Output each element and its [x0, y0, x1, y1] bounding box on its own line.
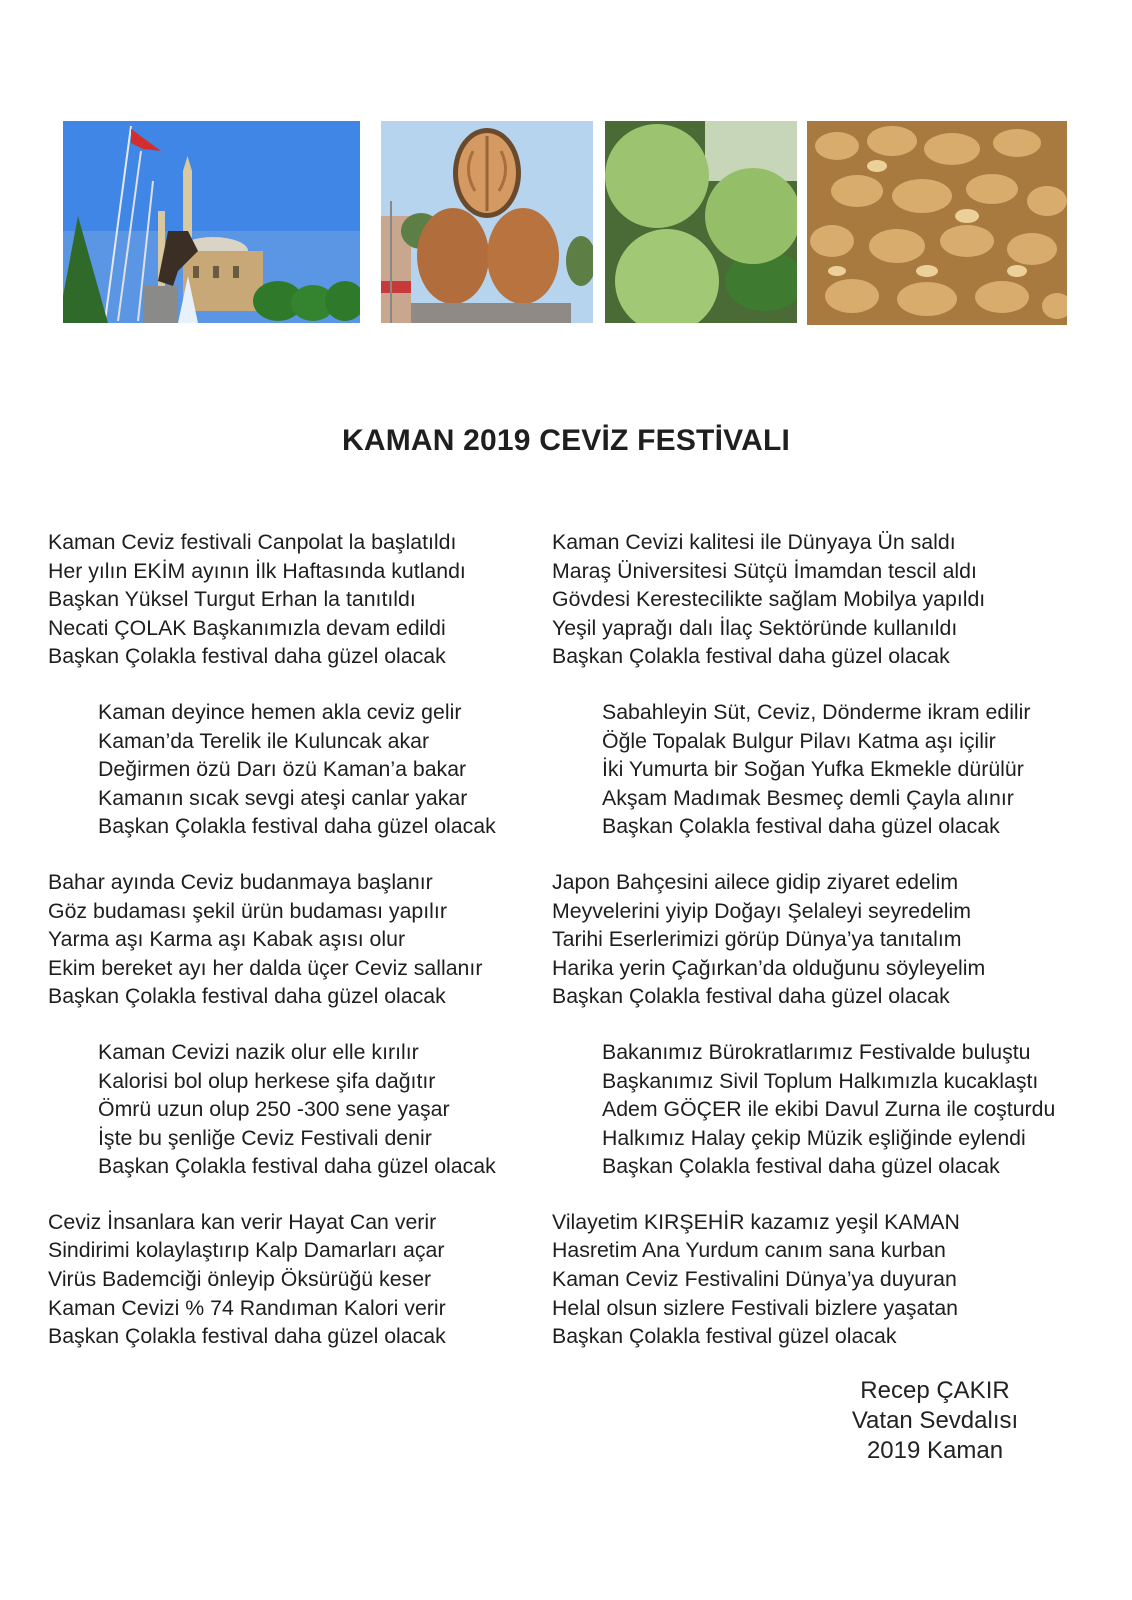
poem-line: Kaman Cevizi % 74 Randıman Kalori verir — [48, 1295, 446, 1320]
poem-line: Ömrü uzun olup 250 -300 sene yaşar — [98, 1097, 450, 1122]
stanza — [552, 528, 1122, 671]
poem-line: Japon Bahçesini ailece gidip ziyaret edelim — [552, 869, 959, 894]
poem-line: Vilayetim KIRŞEHİR kazamız yeşil KAMAN — [552, 1209, 960, 1234]
poem-line: Sindirimi kolaylaştırıp Kalp Damarları açar — [48, 1238, 445, 1263]
poem-line: Başkan Çolakla festival daha güzel olacak — [98, 814, 496, 839]
poem-line: Başkan Çolakla festival daha güzel olacak — [602, 814, 1000, 839]
poem-line: Öğle Topalak Bulgur Pilavı Katma aşı içilir — [602, 728, 996, 753]
poem-line: Kalorisi bol olup herkese şifa dağıtır — [98, 1068, 436, 1093]
stanza — [48, 698, 538, 841]
poem-line: Göz budaması şekil ürün budaması yapılır — [48, 898, 447, 923]
poem-line: Başkan Çolakla festival daha güzel olacak — [552, 984, 950, 1009]
poem-line: Başkanımız Sivil Toplum Halkımızla kucaklaştı — [602, 1068, 1039, 1093]
poem-line: Harika yerin Çağırkan’da olduğunu söyleyelim — [552, 955, 986, 980]
poem-line: Başkan Çolakla festival daha güzel olacak — [552, 644, 950, 669]
poem-line: Hasretim Ana Yurdum canım sana kurban — [552, 1238, 946, 1263]
stanza — [48, 1208, 538, 1351]
poem-line: Her yılın EKİM ayının İlk Haftasında kutlandı — [48, 558, 466, 583]
poem-line: Bahar ayında Ceviz budanmaya başlanır — [48, 869, 433, 894]
stanza — [48, 868, 538, 1011]
poem-line: Başkan Çolakla festival daha güzel olacak — [48, 984, 446, 1009]
poem-line: Necati ÇOLAK Başkanımızla devam edildi — [48, 615, 446, 640]
poem-line: Kaman Ceviz Festivalini Dünya’ya duyuran — [552, 1267, 957, 1292]
poem-line: Başkan Çolakla festival daha güzel olacak — [48, 644, 446, 669]
poem-line: Sabahleyin Süt, Ceviz, Dönderme ikram edilir — [602, 699, 1031, 724]
poem-line: İşte bu şenliğe Ceviz Festivali denir — [98, 1125, 432, 1150]
poem-line: Halkımız Halay çekip Müzik eşliğinde eylendi — [602, 1125, 1026, 1150]
poem-line: Adem GÖÇER ile ekibi Davul Zurna ile coşturdu — [602, 1097, 1056, 1122]
poem-line: Başkan Çolakla festival daha güzel olacak — [98, 1154, 496, 1179]
poem-line: Meyvelerini yiyip Doğayı Şelaleyi seyredelim — [552, 898, 972, 923]
photo-green-walnuts-on-branch — [605, 121, 797, 323]
poem-line: Ceviz İnsanlara kan verir Hayat Can verir — [48, 1209, 437, 1234]
poem-line: Başkan Yüksel Turgut Erhan la tanıtıldı — [48, 587, 416, 612]
stanza — [552, 698, 1122, 841]
poem-line: Kaman Cevizi kalitesi ile Dünyaya Ün saldı — [552, 530, 956, 554]
stanza — [48, 1038, 538, 1181]
poem-line: Başkan Çolakla festival daha güzel olacak — [602, 1154, 1000, 1179]
photo-walnut-sculpture-fountain — [381, 121, 593, 323]
poem-line: Gövdesi Kerestecilikte sağlam Mobilya yapıldı — [552, 587, 986, 612]
poem-line: Kaman’da Terelik ile Kuluncak akar — [98, 728, 430, 753]
poem-line: Kamanın sıcak sevgi ateşi canlar yakar — [98, 785, 468, 810]
author-name: Recep ÇAKIR — [860, 1377, 1010, 1404]
signature-block — [820, 1376, 1050, 1466]
poem-line: Maraş Üniversitesi Sütçü İmamdan tescil aldı — [552, 558, 977, 583]
poem-line: İki Yumurta bir Soğan Yufka Ekmekle dürülür — [602, 757, 1024, 782]
poem-line: Akşam Madımak Besmeç demli Çayla alınır — [602, 785, 1014, 810]
poem-line: Ekim bereket ayı her dalda üçer Ceviz sallanır — [48, 955, 483, 980]
page-title: KAMAN 2019 CEVİZ FESTİVALI — [341, 424, 791, 457]
poem-line: Başkan Çolakla festival güzel olacak — [552, 1324, 897, 1349]
poem-line: Bakanımız Bürokratlarımız Festivalde buluştu — [602, 1039, 1031, 1064]
photo-walnut-kernels-pile — [807, 121, 1067, 325]
poem-line: Kaman Ceviz festivali Canpolat la başlatıldı — [48, 530, 457, 554]
stanza — [552, 1038, 1122, 1181]
poem-column-left — [48, 528, 538, 1378]
photo-kaman-square-mosque-statue — [63, 121, 360, 323]
poem-line: Kaman Cevizi nazik olur elle kırılır — [98, 1039, 419, 1064]
poem-line: Kaman deyince hemen akla ceviz gelir — [98, 699, 462, 724]
poem-line: Virüs Bademciği önleyip Öksürüğü keser — [48, 1267, 432, 1292]
poem-line: Tarihi Eserlerimizi görüp Dünya’ya tanıtalım — [552, 927, 962, 952]
stanza — [552, 868, 1122, 1011]
poem-line: Değirmen özü Darı özü Kaman’a bakar — [98, 757, 467, 782]
poem-line: Helal olsun sizlere Festivali bizlere yaşatan — [552, 1295, 959, 1320]
author-tagline: Vatan Sevdalısı — [851, 1407, 1019, 1434]
author-year-place: 2019 Kaman — [866, 1437, 1004, 1464]
stanza — [552, 1208, 1122, 1351]
poem-line: Yeşil yaprağı dalı İlaç Sektöründe kullanıldı — [552, 615, 958, 640]
poem-line: Yarma aşı Karma aşı Kabak aşısı olur — [48, 927, 406, 952]
poem-column-right — [552, 528, 1122, 1378]
poem-line: Başkan Çolakla festival daha güzel olacak — [48, 1324, 446, 1349]
stanza — [48, 528, 538, 671]
